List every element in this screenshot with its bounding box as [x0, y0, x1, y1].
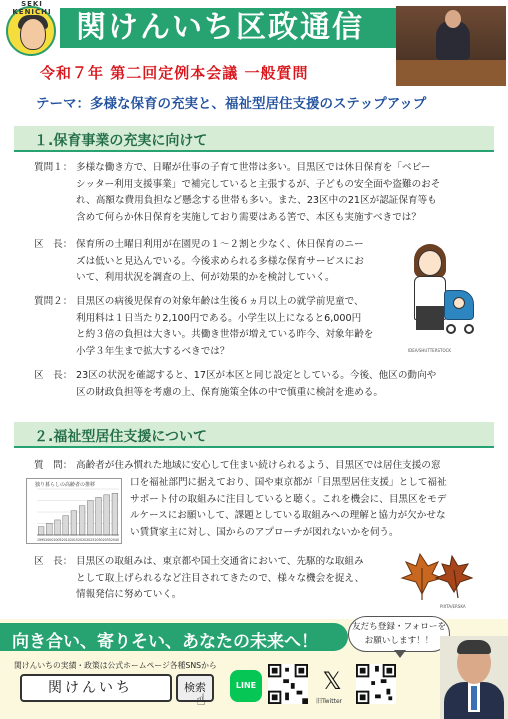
chart-tick-label: 2015 — [69, 538, 78, 542]
follow-speech-bubble — [348, 616, 450, 652]
text-line: 区の財政負担等を考慮の上、保育施策全体の中で慎重に検討を進める。 — [76, 386, 383, 398]
text-line: 目黒区の病後児保育の対象年齢は生後６ヵ月以上の就学前児童で、 — [76, 296, 364, 307]
elderly-living-alone-chart — [26, 478, 122, 544]
section2-heading — [14, 422, 494, 448]
x-twitter-icon[interactable]: 𝕏 — [322, 667, 342, 695]
chart-bar — [87, 501, 93, 535]
text-line: れ、高額な費用負担など懸念する世帯も多い。また、23区中の21区が認証保育等も — [76, 195, 437, 206]
answer-2-label: 区 長： — [34, 370, 73, 381]
autumn-leaves-illustration — [398, 548, 474, 604]
text-line: 口を福祉部門に据えており、国や東京都が「目黒型居住支援」として福祉 — [130, 477, 447, 488]
answer-2-text — [76, 368, 436, 401]
chart-bar — [55, 520, 61, 535]
section1-heading-text: １.保育事業の充実に向けて — [34, 133, 208, 149]
question-1-text — [76, 160, 440, 226]
header — [0, 0, 508, 54]
chart-tick-label: 2025 — [86, 538, 95, 542]
chart-bar — [71, 511, 77, 535]
logo-face — [20, 18, 46, 50]
bubble-tail — [394, 650, 406, 658]
text-line: 保育所の土曜日利用が在園児の１～２割と少なく、休日保育のニー — [76, 239, 364, 250]
question-3-label: 質 問： — [34, 460, 73, 471]
candidate-photo — [440, 636, 508, 719]
illustration-skirt — [416, 306, 444, 330]
photo-tie — [471, 686, 477, 710]
chart-bar — [79, 506, 85, 535]
chart-tick-label: 2010 — [61, 538, 70, 542]
text-line: 利用料は１日当たり2,100円である。小学生以上になると6,000円 — [76, 312, 362, 324]
assembly-photo — [396, 6, 506, 86]
slogan: 向き合い、寄りそい、あなたの未来へ！ — [12, 632, 318, 652]
chart-bar — [63, 516, 69, 535]
question-1 — [34, 160, 494, 230]
illustration-credit: IDEA/SHUTTERSTOCK — [408, 348, 452, 353]
baby-icon — [453, 297, 465, 309]
question-3-continued — [130, 475, 494, 545]
answer-2 — [34, 368, 494, 404]
chart-svg — [27, 479, 123, 545]
answer-3 — [34, 554, 398, 606]
chart-tick-label: 1995 — [37, 538, 46, 542]
text-line: 目黒区の取組みは、東京都や国土交通省において、先駆的な取組み — [76, 556, 364, 567]
page-title: 関けんいち区政通信 — [76, 10, 364, 45]
text-line: シッター利用支援事業」で補完していると主張するが、子どもの安全面や盗難のおそ — [76, 178, 441, 190]
text-line: 小学３年生まで拡大するべきでは？ — [76, 345, 230, 357]
sns-note: 関けんいちの実績・政策は公式ホームページ各種SNSから — [14, 661, 217, 670]
bubble-line: お願いします！！ — [364, 636, 434, 646]
x-caption: 旧Twitter — [316, 698, 343, 705]
chart-tick-label: 2000 — [45, 538, 54, 542]
chart-bar — [104, 495, 110, 535]
pointer-hand-icon: ☝ — [196, 690, 206, 709]
leaves-credit: PIXTA/ERSKA — [440, 604, 466, 609]
answer-1 — [34, 237, 414, 289]
question-2-text — [76, 294, 373, 360]
text-line: ズは低いと見込んでいる。今後求められる多様な保育サービスにお — [76, 255, 364, 267]
text-line: いて、利用状況を調査の上、何が効果的かを検討していく。 — [76, 272, 335, 283]
stroller-wheel — [464, 324, 474, 334]
answer-3-text — [76, 554, 364, 604]
question-3-first-line: 高齢者が住み慣れた地域に安心して住まい続けられるよう、目黒区では居住支援の窓 — [76, 460, 441, 471]
leaf-icon — [402, 554, 442, 600]
text-line: 情報発信に努めていく。 — [76, 589, 182, 600]
line-icon[interactable]: LINE — [230, 670, 262, 702]
text-line: として取上げられるなど注目されてきたので、様々な機会を捉え、 — [76, 572, 365, 584]
text-line: 含めて何らか休日保育を実施しており需要はある筈で、本区も実施すべきでは？ — [76, 211, 421, 223]
answer-1-text — [76, 237, 364, 287]
logo-text: SEKI KENICHI — [12, 0, 52, 16]
search-button[interactable]: 検索 — [176, 674, 214, 702]
stroller-wheel — [446, 324, 456, 334]
chart-bar — [46, 523, 52, 535]
answer-1-label: 区 長： — [34, 239, 73, 250]
x-qr-code[interactable] — [356, 664, 396, 704]
question-2-label: 質問２： — [34, 296, 73, 307]
question-1-label: 質問１： — [34, 162, 73, 173]
chart-bar — [38, 527, 44, 535]
stroller-icon — [444, 290, 474, 320]
chart-bar — [96, 497, 102, 535]
line-qr-code[interactable] — [268, 664, 308, 704]
chart-title: 独り暮らしの高齢者の推移 — [35, 482, 96, 488]
text-line: サポート付の取組みに注目していると聴く。これを機会に、目黒区をモデ — [130, 493, 447, 505]
theme-title: テーマ：多様な保育の充実と、福祉型居住支援のステップアップ — [36, 96, 427, 112]
photo-speaker-head — [445, 10, 461, 28]
session-title: 令和７年 第二回定例本会議 一般質問 — [40, 64, 309, 82]
section1-heading — [14, 126, 494, 152]
section2-heading-text: ２.福祉型居住支援について — [34, 429, 208, 445]
bubble-line: 友だち登録・フォローを — [351, 622, 447, 632]
text-line: い賃貸家主に対し、国からのアプローチが図れないかを伺う。 — [130, 526, 399, 538]
text-line: 多様な働き方で、日曜が仕事の子育て世帯は多い。目黒区では休日保育を「ベビー — [76, 162, 431, 173]
parent-with-stroller-illustration — [408, 244, 478, 344]
answer-3-label: 区 長： — [34, 556, 73, 567]
text-line: と約３倍の負担は大きい。共働き世帯が増えている昨今、対象年齢を — [76, 329, 374, 340]
chart-tick-label: 2040 — [110, 538, 119, 542]
illustration-face — [418, 250, 442, 276]
chart-tick-label: 2020 — [78, 538, 87, 542]
text-line: ルケースにお願いして、課題としている取組みへの理解と協力が欠かせな — [130, 510, 446, 521]
chart-bar — [112, 493, 118, 535]
chart-tick-label: 2035 — [102, 538, 111, 542]
photo-hair — [457, 640, 491, 654]
search-input[interactable]: 関けんいち — [20, 674, 172, 702]
chart-tick-label: 2005 — [53, 538, 62, 542]
photo-desk — [396, 60, 506, 86]
leaf-icon — [436, 556, 472, 598]
text-line: 23区の状況を確認すると、17区が本区と同じ設定としている。今後、他区の動向や — [76, 370, 437, 381]
chart-tick-label: 2030 — [94, 538, 103, 542]
question-2 — [34, 294, 414, 362]
